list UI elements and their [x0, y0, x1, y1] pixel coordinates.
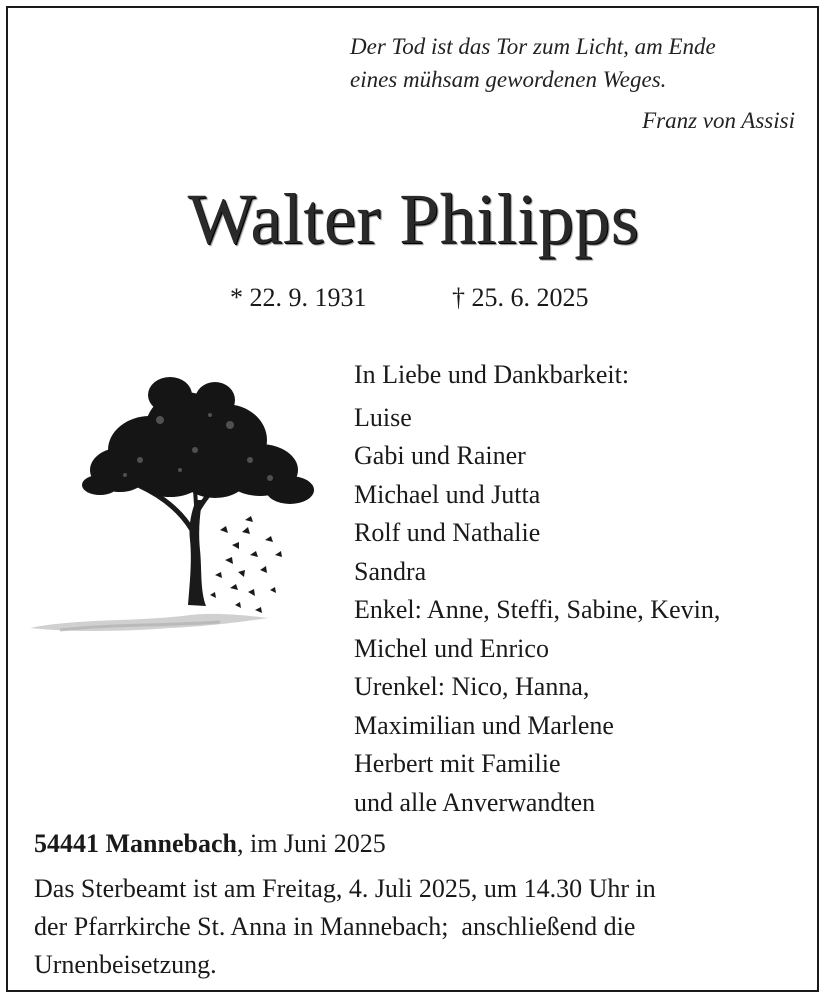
mourner-line: Michael und Jutta [354, 479, 541, 509]
service-line: Das Sterbeamt ist am Freitag, 4. Juli 2025, um 14.30 Uhr in [34, 874, 656, 903]
mourner-line: Enkel: Anne, Steffi, Sabine, Kevin, [354, 595, 721, 624]
service-line: Urnenbeisetzung. [34, 950, 217, 979]
mourner-line: Sandra [354, 556, 427, 586]
place-date: , im Juni 2025 [236, 829, 386, 858]
quote-line: eines mühsam gewordenen Weges. [350, 67, 667, 92]
mourner-line: Luise [354, 402, 412, 432]
mourner-line: Rolf und Nathalie [354, 518, 541, 547]
mourners-list [354, 356, 814, 822]
service-line: der Pfarrkirche St. Anna in Mannebach; anschließend die [34, 912, 636, 941]
place-and-date [34, 829, 386, 859]
mourner-line: und alle Anverwandten [354, 787, 596, 817]
mourner-line: Herbert mit Familie [354, 749, 561, 778]
mourners-heading: In Liebe und Dankbarkeit: [354, 360, 630, 389]
quote-line: Der Tod ist das Tor zum Licht, am Ende [350, 34, 716, 59]
mourner-line: Urenkel: Nico, Hanna, [354, 672, 590, 701]
death-date: † 25. 6. 2025 [452, 283, 589, 312]
birth-date: * 22. 9. 1931 [230, 283, 367, 312]
deceased-name: Walter Philipps [187, 179, 640, 259]
tree-with-falling-leaves-icon [20, 360, 330, 650]
place-town: 54441 Mannebach [34, 829, 237, 858]
quote [350, 30, 800, 96]
mourner-line: Michel und Enrico [354, 633, 549, 663]
quote-author: Franz von Assisi [642, 108, 795, 133]
mourner-line: Gabi und Rainer [354, 441, 526, 470]
service-info [34, 870, 804, 984]
mourner-line: Maximilian und Marlene [354, 710, 614, 740]
